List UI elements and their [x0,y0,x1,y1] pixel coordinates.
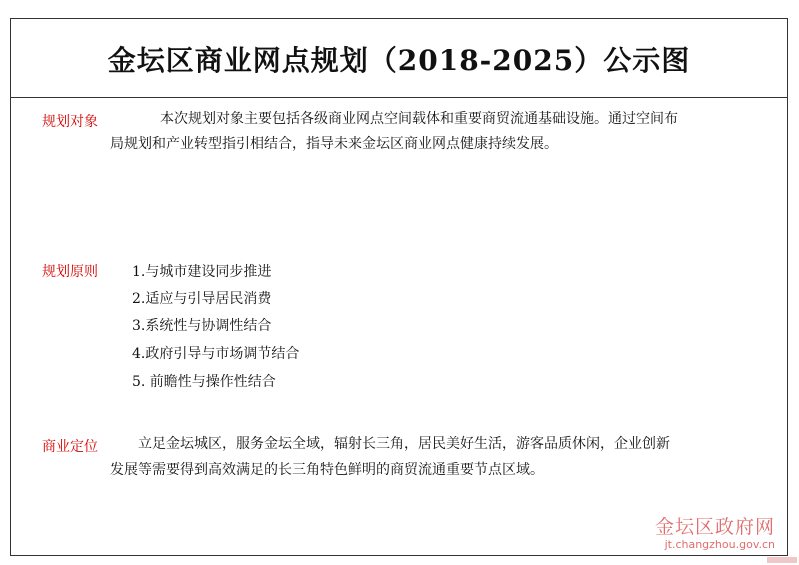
principle-item-4: 4.政府引导与市场调节结合 [132,346,300,362]
page-title: 金坛区商业网点规划（2018-2025）公示图 [107,44,691,77]
principle-item-3: 3.系统性与协调性结合 [132,318,272,334]
positioning-line-1: 立足金坛城区，服务金坛全域，辐射长三角，居民美好生活，游客品质休闲，企业创新 [138,436,670,452]
corner-stamp [767,557,797,563]
watermark-site-name: 金坛区政府网 [654,516,775,538]
object-line-1: 本次规划对象主要包括各级商业网点空间载体和重要商贸流通基础设施。通过空间布 [160,111,678,127]
section-label-principles: 规划原则 [42,264,98,280]
principle-item-5: 5. 前瞻性与操作性结合 [132,374,276,390]
section-label-positioning: 商业定位 [42,439,98,455]
principle-item-2: 2.适应与引导居民消费 [132,291,272,307]
object-line-2: 局规划和产业转型指引相结合，指导未来金坛区商业网点健康持续发展。 [110,136,558,152]
title-row [11,19,787,98]
section-label-object: 规划对象 [42,114,98,130]
positioning-line-2: 发展等需要得到高效满足的长三角特色鲜明的商贸流通重要节点区域。 [110,462,544,478]
principle-item-1: 1.与城市建设同步推进 [132,264,272,280]
watermark-site-url: jt.changzhou.gov.cn [664,538,775,551]
